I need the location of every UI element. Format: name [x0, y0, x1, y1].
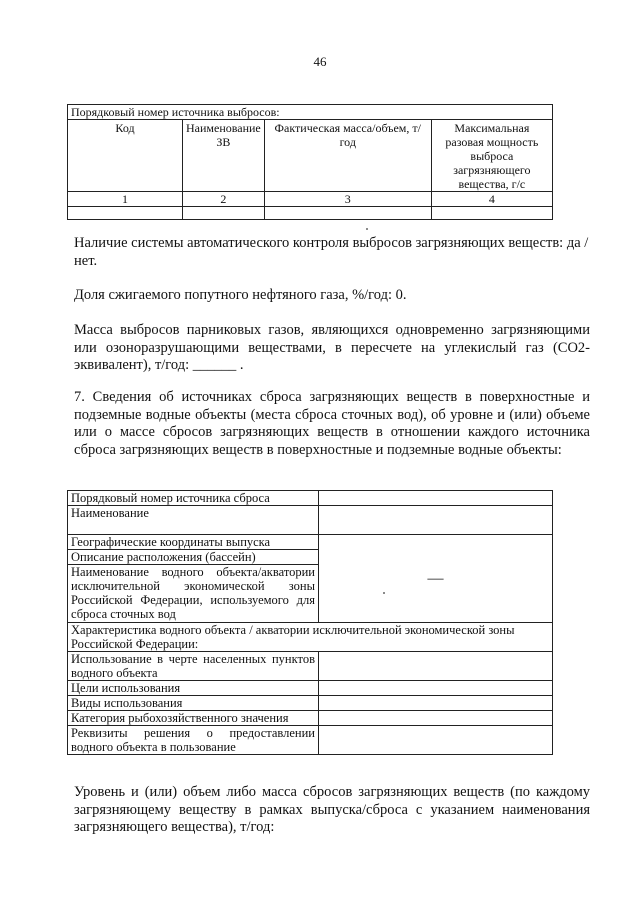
column-number: 1: [68, 192, 183, 207]
row-label-name: Наименование: [68, 506, 319, 535]
gas-share-paragraph: Доля сжигаемого попутного нефтяного газа, %/год: 0.: [74, 287, 407, 303]
scan-speck: [366, 228, 368, 230]
value-cell: [319, 491, 553, 506]
column-header-actual-mass: Фактическая масса/объем, т/год: [264, 120, 431, 192]
value-cell: [319, 652, 553, 681]
column-header-code: Код: [68, 120, 183, 192]
column-number: 3: [264, 192, 431, 207]
row-label-water-body: Наименование водного объекта/акватории исключительной экономической зоны Российской Федерации, используемого для сброса сточных вод: [68, 565, 319, 623]
empty-cell: [264, 207, 431, 220]
empty-cell: [431, 207, 552, 220]
auto-control-paragraph: Наличие системы автоматического контроля выбросов загрязняющих веществ: да /нет.: [74, 235, 589, 269]
row-label-purposes: Цели использования: [68, 681, 319, 696]
value-cell: [319, 696, 553, 711]
column-header-max-power: Максимальная разовая мощность выброса загрязняющего вещества, г/с: [431, 120, 552, 192]
closing-paragraph: Уровень и (или) объем либо масса сбросов загрязняющих веществ (по каждому загрязняющему веществу в рамках выпуска/сброса с указанием наименования загрязняющего вещества), т/год:: [74, 784, 590, 835]
discharge-table: [67, 490, 553, 755]
merged-value-cell: —: [319, 535, 553, 623]
row-label-use-types: Виды использования: [68, 696, 319, 711]
greenhouse-paragraph: Масса выбросов парниковых газов, являющихся одновременно загрязняющими или озоноразрушающими веществами, в пересчете на углекислый газ (СО2-эквивалент), т/год: ______ .: [74, 322, 590, 373]
value-cell: [319, 726, 553, 755]
value-cell: [319, 711, 553, 726]
row-label-settlement-use: Использование в черте населенных пунктов водного объекта: [68, 652, 319, 681]
row-label-location: Описание расположения (бассейн): [68, 550, 319, 565]
scan-speck: [383, 592, 385, 594]
page-number: 46: [313, 54, 327, 69]
column-header-pollutant-name: Наименование ЗВ: [183, 120, 265, 192]
section-7-heading: 7. Сведения об источниках сброса загрязняющих веществ в поверхностные и подземные водные объекты (места сброса сточных вод), об уровне и (или) объеме или о массе сбросов загрязняющих веществ в отношении каждого источника сброса загрязняющих веществ в поверхностные и подземные водные объекты:: [74, 389, 590, 458]
column-number: 2: [183, 192, 265, 207]
empty-cell: [183, 207, 265, 220]
row-label-coordinates: Географические координаты выпуска: [68, 535, 319, 550]
value-cell: [319, 506, 553, 535]
row-water-body-characteristics: Характеристика водного объекта / акватории исключительной экономической зоны Российской Федерации:: [68, 623, 553, 652]
emissions-table-title: Порядковый номер источника выбросов:: [68, 105, 553, 120]
empty-cell: [68, 207, 183, 220]
column-number: 4: [431, 192, 552, 207]
row-label-source-number: Порядковый номер источника сброса: [68, 491, 319, 506]
emissions-table: [67, 104, 553, 220]
row-label-fishery-category: Категория рыбохозяйственного значения: [68, 711, 319, 726]
value-cell: [319, 681, 553, 696]
row-label-decision-details: Реквизиты решения о предоставлении водного объекта в пользование: [68, 726, 319, 755]
